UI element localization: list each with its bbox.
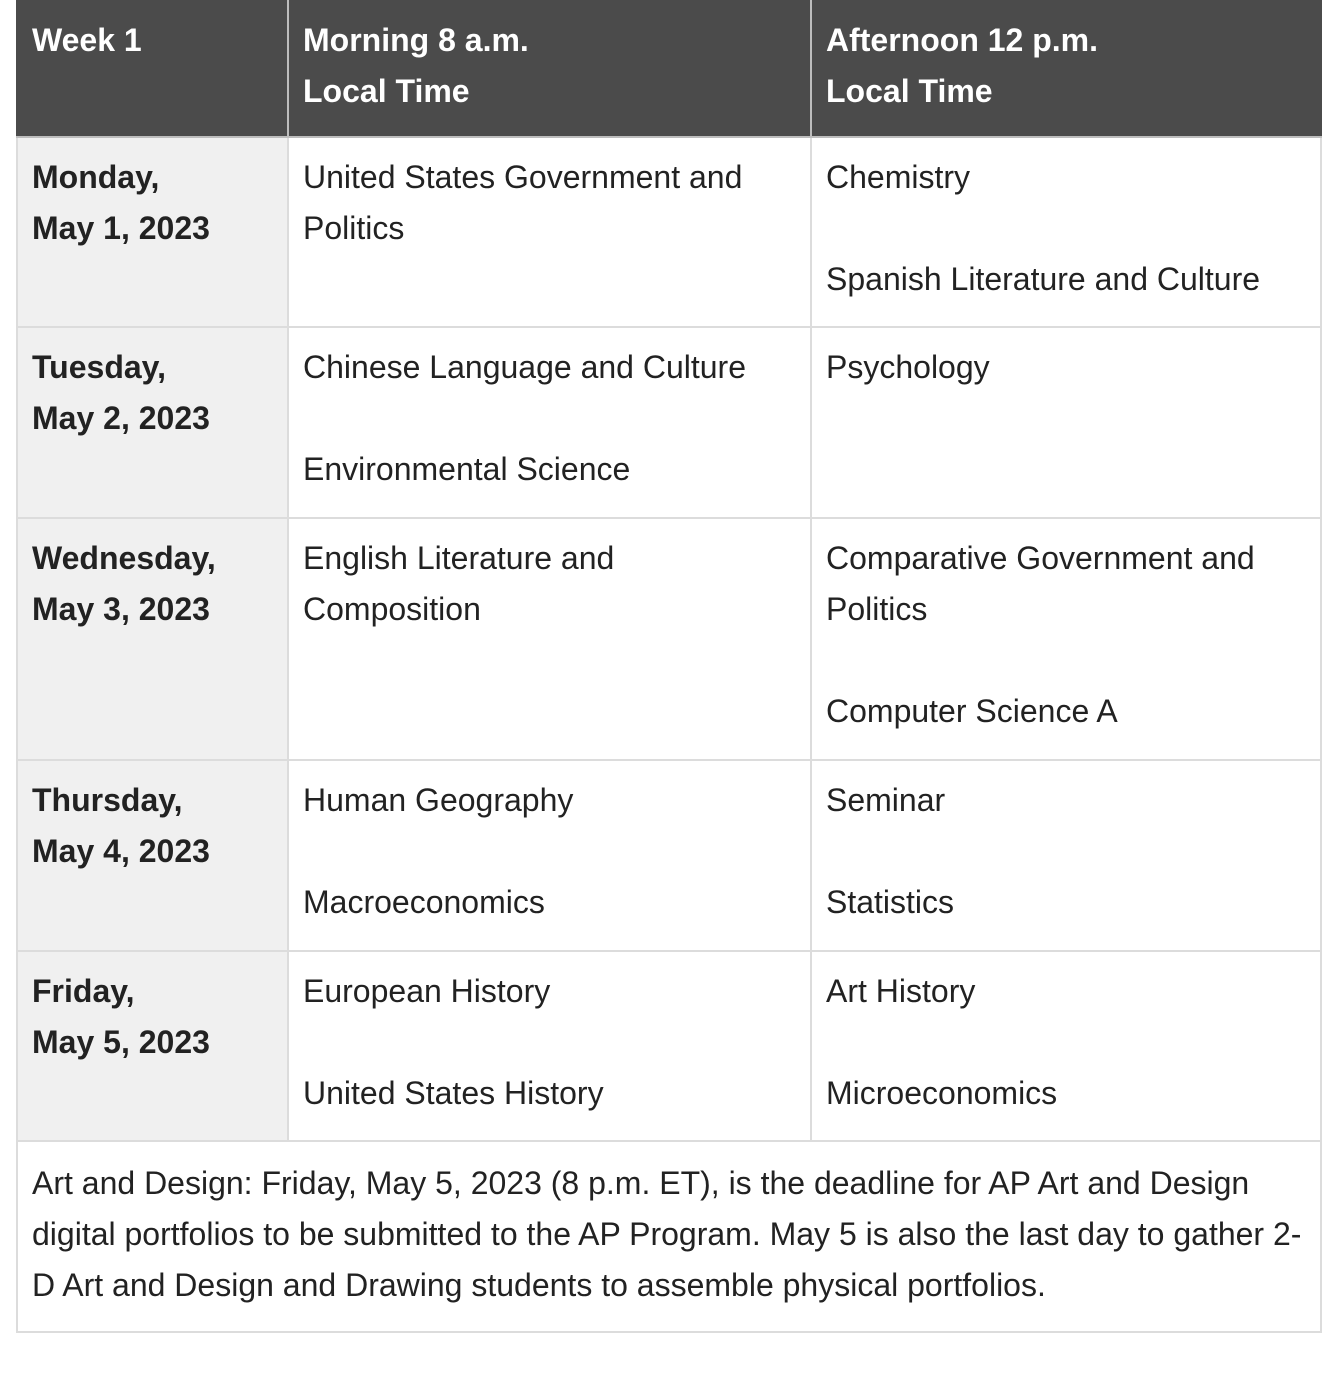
exam-name: Microeconomics xyxy=(826,1075,1058,1111)
morning-cell xyxy=(288,327,811,518)
exam-name: Psychology xyxy=(826,349,990,385)
day-name: Thursday, xyxy=(32,782,183,818)
exam-name: European History xyxy=(303,973,551,1009)
table-body xyxy=(17,137,1321,1332)
day-name: Tuesday, xyxy=(32,349,166,385)
header-morning xyxy=(288,0,811,137)
day-date: May 4, 2023 xyxy=(32,833,210,869)
exam-name: English Literature and Composition xyxy=(303,540,615,627)
morning-cell xyxy=(288,137,811,327)
day-date: May 5, 2023 xyxy=(32,1024,210,1060)
day-name: Wednesday, xyxy=(32,540,216,576)
header-afternoon-time: Afternoon 12 p.m. xyxy=(826,22,1099,58)
table-row xyxy=(17,137,1321,327)
header-week xyxy=(17,0,288,137)
exam-name: United States Government and Politics xyxy=(303,159,743,246)
exam-name: Chinese Language and Culture xyxy=(303,349,746,385)
exam-name: Computer Science A xyxy=(826,693,1118,729)
day-name: Monday, xyxy=(32,159,160,195)
afternoon-cell xyxy=(811,951,1321,1141)
art-design-note: Art and Design: Friday, May 5, 2023 (8 p.m. ET), is the deadline for AP Art and Design digital portfolios to be submitted to the AP Program. May 5 is also the last day to gather 2-D Art and Design and Drawing students to assemble physical portfolios. xyxy=(17,1141,1321,1332)
footer-row xyxy=(17,1141,1321,1332)
day-date: May 2, 2023 xyxy=(32,400,210,436)
morning-cell xyxy=(288,518,811,760)
morning-cell xyxy=(288,951,811,1141)
exam-name: Art History xyxy=(826,973,976,1009)
afternoon-cell xyxy=(811,327,1321,518)
exam-schedule-table xyxy=(16,0,1322,1333)
morning-cell xyxy=(288,760,811,951)
exam-name: Spanish Literature and Culture xyxy=(826,261,1261,297)
exam-name: Comparative Government and Politics xyxy=(826,540,1255,627)
afternoon-cell xyxy=(811,137,1321,327)
exam-name: Statistics xyxy=(826,884,955,920)
exam-name: Chemistry xyxy=(826,159,971,195)
header-afternoon-zone: Local Time xyxy=(826,73,993,109)
header-morning-zone: Local Time xyxy=(303,73,470,109)
exam-name: Seminar xyxy=(826,782,946,818)
day-cell xyxy=(17,518,288,760)
day-cell xyxy=(17,951,288,1141)
exam-name: Environmental Science xyxy=(303,451,631,487)
exam-name: United States History xyxy=(303,1075,604,1111)
day-date: May 3, 2023 xyxy=(32,591,210,627)
header-morning-time: Morning 8 a.m. xyxy=(303,22,529,58)
header-week-label: Week 1 xyxy=(32,22,142,58)
afternoon-cell xyxy=(811,760,1321,951)
header-row xyxy=(17,0,1321,137)
table-header xyxy=(17,0,1321,137)
day-cell xyxy=(17,137,288,327)
day-cell xyxy=(17,760,288,951)
day-date: May 1, 2023 xyxy=(32,210,210,246)
afternoon-cell xyxy=(811,518,1321,760)
exam-name: Macroeconomics xyxy=(303,884,545,920)
table-row xyxy=(17,518,1321,760)
table-row xyxy=(17,760,1321,951)
exam-name: Human Geography xyxy=(303,782,574,818)
table-row xyxy=(17,951,1321,1141)
header-afternoon xyxy=(811,0,1321,137)
day-name: Friday, xyxy=(32,973,135,1009)
table-row xyxy=(17,327,1321,518)
day-cell xyxy=(17,327,288,518)
